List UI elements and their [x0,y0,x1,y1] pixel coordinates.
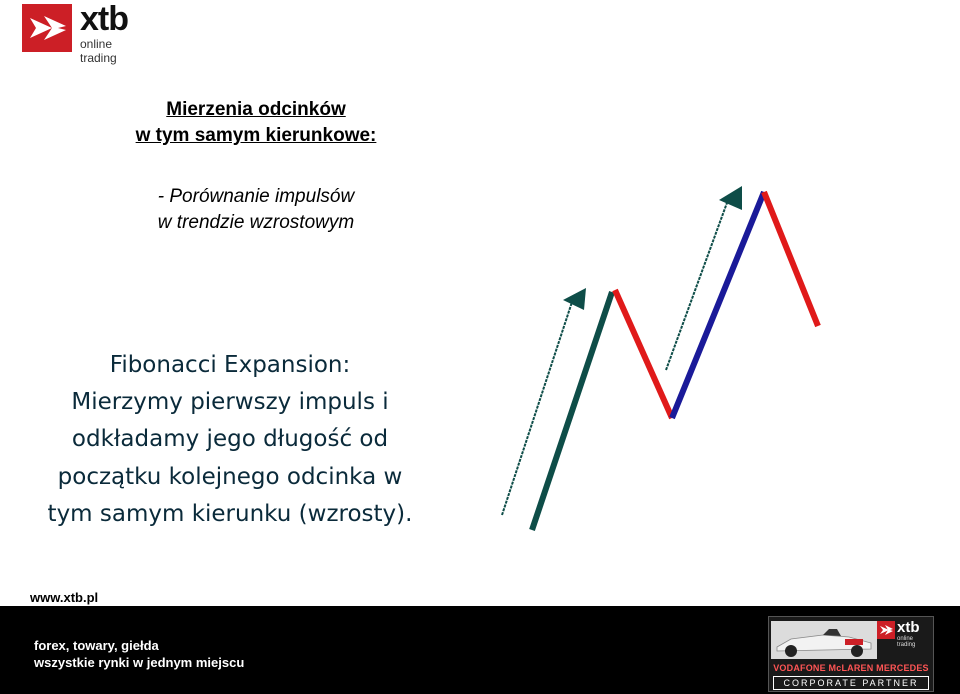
slide-subtitle-line2: w trendzie wzrostowym [157,212,355,233]
projection-arrow-2-head [719,186,742,210]
projection-arrow-1-head [563,288,586,310]
correction-line-1 [615,290,672,418]
website-link[interactable]: www.xtb.pl [30,590,99,605]
partner-xtb-logo [877,619,931,648]
xtb-logo-mark-icon [22,4,72,52]
fibonacci-expansion-diagram [480,170,840,550]
body-line-1: Fibonacci Expansion: [109,352,351,378]
slide-title-line1: Mierzenia odcinków [166,99,346,120]
slide-title-line2: w tym samym kierunkowe: [135,125,377,146]
first-impulse-line [532,292,612,530]
body-line-3: odkładamy jego długość od [71,426,389,452]
partner-status-line: CORPORATE PARTNER [773,676,929,690]
body-line-4: początku kolejnego odcinka w [57,464,403,490]
footer-line-2: wszystkie rynki w jednym miejscu [34,655,245,670]
body-line-5: tym samym kierunku (wzrosty). [47,501,413,527]
partner-brand: xtb [897,619,920,636]
slide-subtitle-line1: - Porównanie impulsów [157,186,355,207]
projection-arrow-1-line [502,302,572,515]
partner-badge [768,616,934,692]
xtb-logo[interactable] [22,0,152,65]
projection-arrow-2-line [666,200,728,370]
body-line-2: Mierzymy pierwszy impuls i [71,389,389,415]
race-car-icon [771,621,877,659]
partner-name-line: VODAFONE McLAREN MERCEDES [773,663,929,673]
footer-line-1: forex, towary, giełda [34,638,159,653]
logo-wordmark: xtb [80,0,128,38]
partner-tagline: online trading [897,636,916,648]
logo-tagline: online trading [80,37,117,65]
correction-line-2 [764,192,818,326]
